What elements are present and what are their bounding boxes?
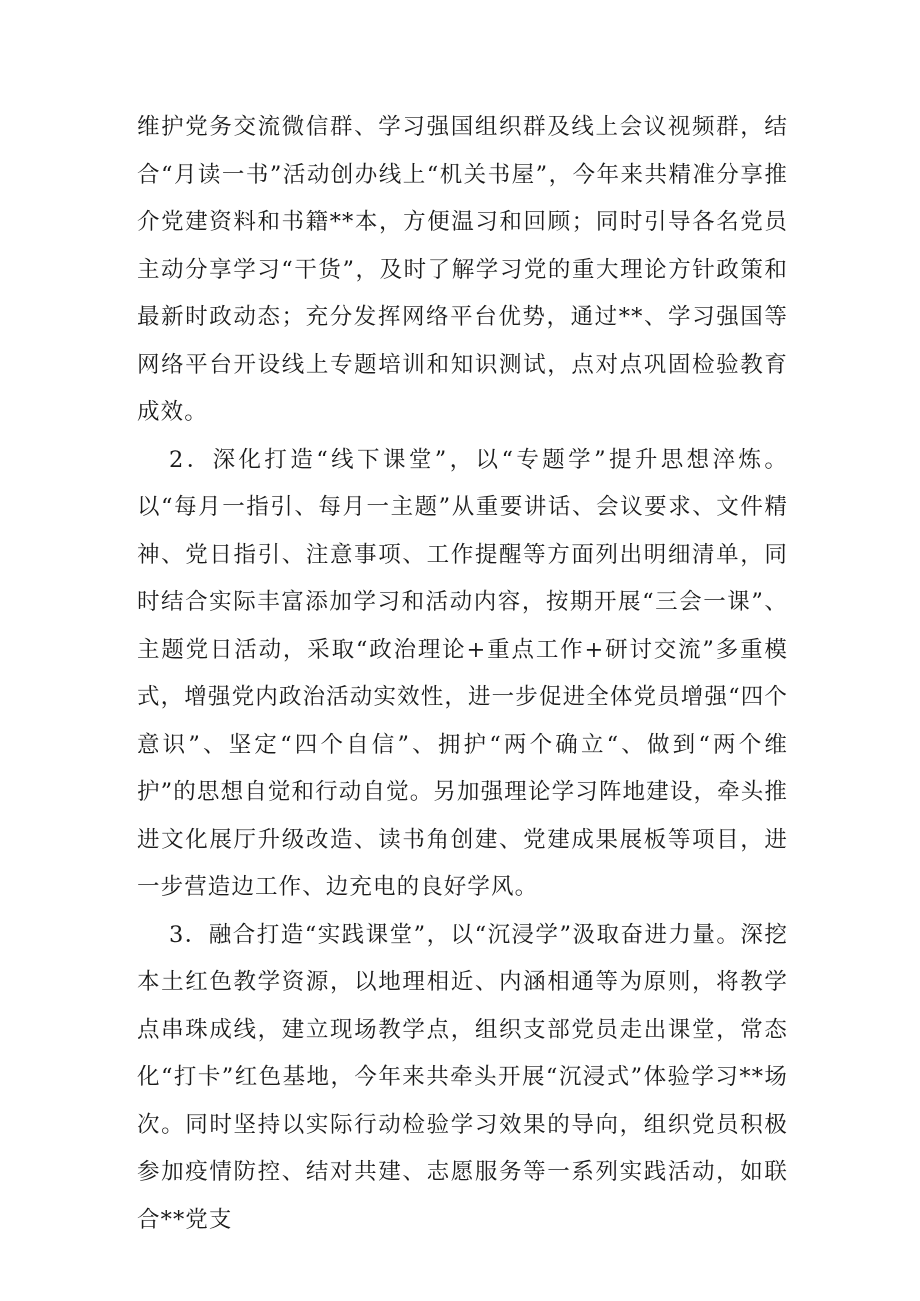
document-body <box>137 104 788 1244</box>
paragraph-3: 3．融合打造“实践课堂”，以“沉浸学”汲取奋进力量。深挖本土红色教学资源，以地理相近、内涵相通等为原则，将教学点串珠成线，建立现场教学点，组织支部党员走出课堂，常态化“打卡”红色基地，今年来共牵头开展“沉浸式”体验学习**场次。同时坚持以实际行动检验学习效果的导向，组织党员积极参加疫情防控、结对共建、志愿服务等一系列实践活动，如联合**党支 <box>137 921 788 1233</box>
paragraph-1: 维护党务交流微信群、学习强国组织群及线上会议视频群，结合“月读一书”活动创办线上“机关书屋”，今年来共精准分享推介党建资料和书籍**本，方便温习和回顾；同时引导各名党员主动分享学习“干货”，及时了解学习党的重大理论方针政策和最新时政动态；充分发挥网络平台优势，通过**、学习强国等网络平台开设线上专题培训和知识测试，点对点巩固检验教育成效。 <box>137 114 788 425</box>
paragraph-2: 2．深化打造“线下课堂”，以“专题学”提升思想淬炼。以“每月一指引、每月一主题”从重要讲话、会议要求、文件精神、党日指引、注意事项、工作提醒等方面列出明细清单，同时结合实际丰富添加学习和活动内容，按期开展“三会一课”、主题党日活动，采取“政治理论+重点工作+研讨交流”多重模式，增强党内政治活动实效性，进一步促进全体党员增强“四个意识”、坚定“四个自信”、拥护“两个确立“、做到“两个维护”的思想自觉和行动自觉。另加强理论学习阵地建设，牵头推进文化展厅升级改造、读书角创建、党建成果展板等项目，进一步营造边工作、边充电的良好学风。 <box>137 446 788 900</box>
